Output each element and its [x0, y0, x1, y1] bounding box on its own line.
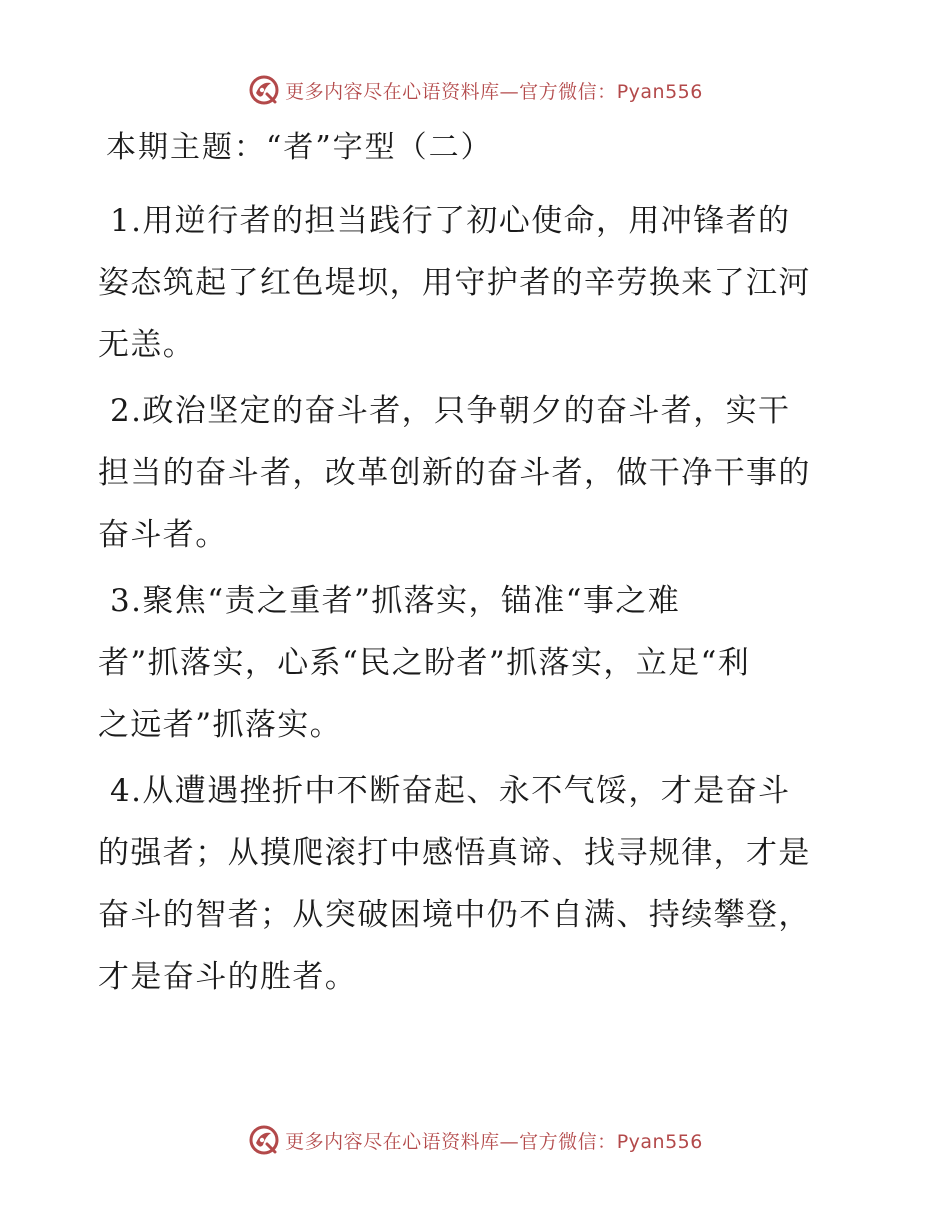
document-body	[98, 190, 850, 1012]
banner-id: Pyan556	[616, 80, 703, 103]
paragraph-line: 奋斗者。	[98, 517, 228, 553]
paragraph-number: 4.	[110, 773, 143, 809]
line-text: 从遭遇挫折中不断奋起、永不气馁，才是奋斗	[142, 773, 791, 809]
paragraph-line	[98, 190, 850, 252]
banner-id: Pyan556	[616, 1130, 703, 1153]
paragraph-line: 奋斗的智者；从突破困境中仍不自满、持续攀登，	[98, 897, 811, 933]
banner-text	[285, 1127, 703, 1154]
paragraph-number: 1.	[110, 203, 143, 239]
banner-contact: 官方微信：	[519, 1130, 617, 1153]
paragraph-2	[98, 380, 850, 566]
line-text: 政治坚定的奋斗者，只争朝夕的奋斗者，实干	[142, 393, 791, 429]
swirl-seal-icon	[247, 1123, 281, 1157]
footer-banner	[0, 1118, 950, 1162]
paragraph-line: 无恙。	[98, 327, 196, 363]
banner-main: 更多内容尽在心语资料库	[285, 80, 500, 103]
banner-text	[285, 77, 703, 104]
paragraph-line: 担当的奋斗者，改革创新的奋斗者，做干净干事的	[98, 455, 811, 491]
paragraph-line	[98, 380, 850, 442]
paragraph-3	[98, 570, 850, 756]
banner-dash: —	[499, 1130, 520, 1153]
paragraph-line: 的强者；从摸爬滚打中感悟真谛、找寻规律，才是	[98, 835, 811, 871]
swirl-seal-icon	[247, 73, 281, 107]
page-title: 本期主题：“者”字型（二）	[106, 130, 493, 165]
header-banner	[0, 68, 950, 112]
paragraph-line	[98, 760, 850, 822]
paragraph-line: 才是奋斗的胜者。	[98, 959, 358, 995]
banner-contact: 官方微信：	[519, 80, 617, 103]
paragraph-line: 姿态筑起了红色堤坝，用守护者的辛劳换来了江河	[98, 265, 811, 301]
banner-dash: —	[499, 80, 520, 103]
paragraph-line: 之远者”抓落实。	[98, 707, 343, 743]
banner-main: 更多内容尽在心语资料库	[285, 1130, 500, 1153]
paragraph-number: 2.	[110, 393, 143, 429]
line-text: 聚焦“责之重者”抓落实，锚准“事之难	[142, 583, 681, 619]
paragraph-1	[98, 190, 850, 376]
paragraph-4	[98, 760, 850, 1008]
paragraph-line: 者”抓落实，心系“民之盼者”抓落实，立足“利	[98, 645, 751, 681]
paragraph-line	[98, 570, 850, 632]
line-text: 用逆行者的担当践行了初心使命，用冲锋者的	[142, 203, 791, 239]
paragraph-number: 3.	[110, 583, 143, 619]
